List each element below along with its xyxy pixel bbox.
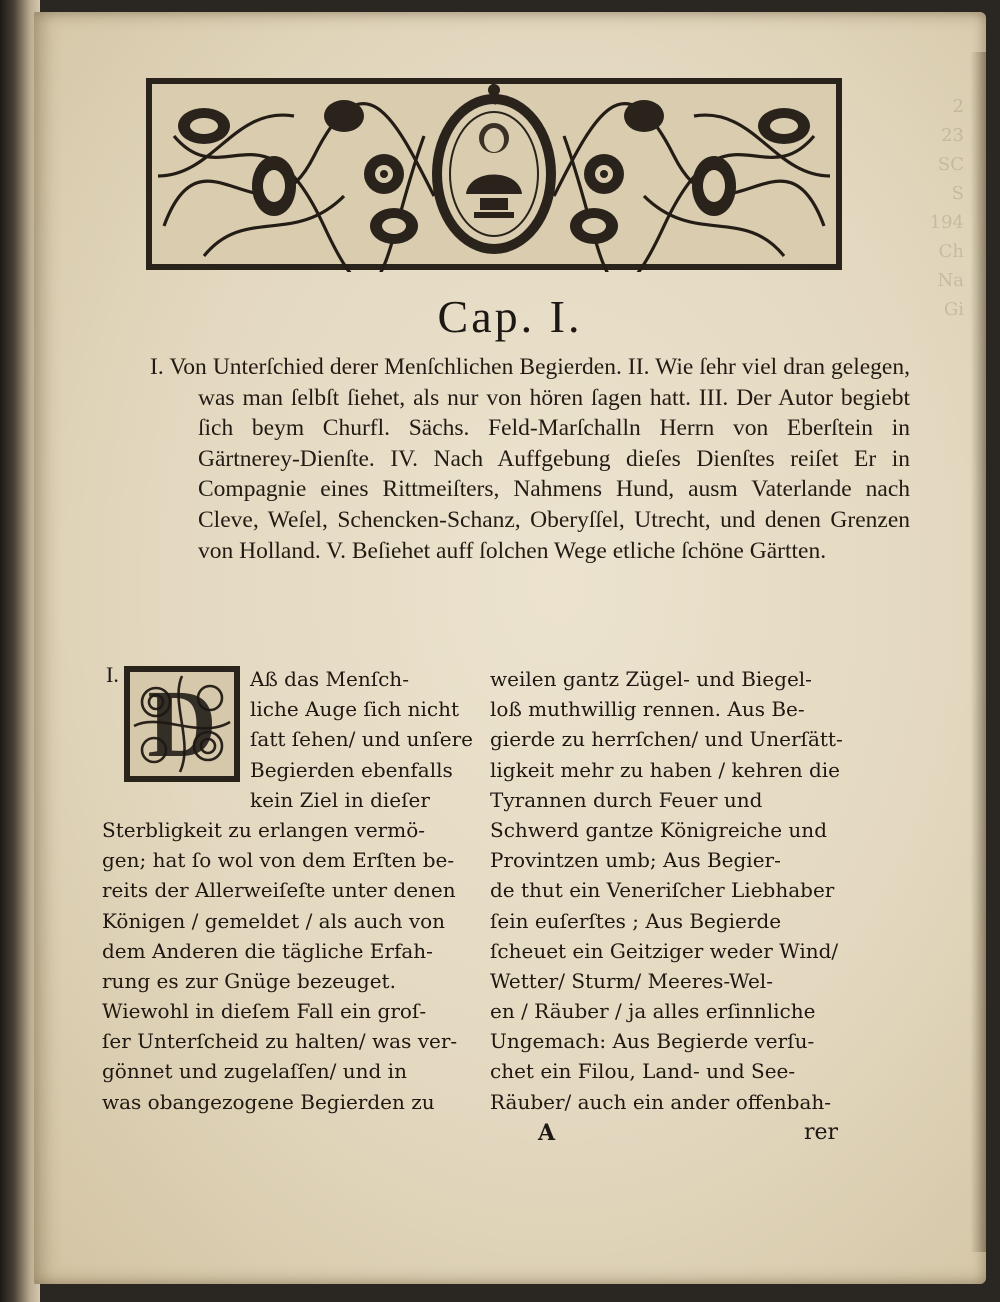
show-through-fragment: 194: [929, 212, 964, 233]
text-line: loß muthwillig rennen. Aus Be-: [490, 697, 805, 722]
show-through-fragment: 23: [941, 125, 964, 146]
book-page: [34, 12, 986, 1284]
woodcut-headpiece-ornament: [144, 76, 844, 272]
text-line: gierde zu herrſchen/ und Unerſätt-: [490, 727, 843, 752]
text-line: ſein euſerſtes ; Aus Begierde: [490, 908, 782, 933]
text-line: Provintzen umb; Aus Begier-: [490, 848, 781, 873]
text-line: Aß das Menſch-: [250, 667, 409, 691]
text-line: dem Anderen die tägliche Erfah-: [102, 938, 433, 963]
text-line: ſatt ſehen/ und unſere: [250, 727, 474, 752]
chapter-title: Cap. I.: [437, 291, 583, 342]
signature-mark: A: [538, 1120, 556, 1146]
text-line: ſer Unterſcheid zu halten/ was ver-: [102, 1029, 458, 1054]
section-number: I.: [106, 662, 119, 687]
body-column-right: [490, 664, 850, 1117]
text-line: Tyrannen durch Feuer und: [490, 787, 763, 812]
text-line: Königen / gemeldet / als auch von: [102, 908, 446, 933]
text-line: Schwerd gantze Königreiche und: [490, 817, 827, 842]
text-line: rung es zur Gnüge bezeuget.: [102, 968, 396, 993]
text-line: de thut ein Veneriſcher Liebhaber: [490, 878, 835, 903]
text-line: Wiewohl in dieſem Fall ein groſ-: [102, 999, 427, 1024]
initial-letter: D: [147, 670, 217, 777]
text-line: was obangezogene Begierden zu: [102, 1089, 435, 1114]
show-through-fragment: Na: [937, 270, 964, 291]
catchword: rer: [804, 1120, 839, 1145]
text-line: Ungemach: Aus Begierde verſu-: [490, 1029, 815, 1054]
text-line: liche Auge ſich nicht: [250, 697, 460, 722]
page-edge-shadow: [970, 52, 986, 1252]
text-line: Räuber/ auch ein ander offenbah-: [490, 1089, 832, 1114]
show-through-fragment: Gi: [943, 299, 964, 320]
text-line: ſcheuet ein Geitziger weder Wind/: [490, 938, 839, 963]
text-line: ligkeit mehr zu haben / kehren die: [490, 757, 840, 782]
body-column-left: [102, 664, 474, 1117]
text-line: gen; hat ſo wol von dem Erſten be-: [102, 848, 455, 873]
text-line: Wetter/ Sturm/ Meeres-Wel-: [490, 968, 773, 993]
show-through-fragment: SC: [937, 154, 964, 175]
text-line: Sterbligkeit zu erlangen vermö-: [102, 817, 425, 842]
text-line: weilen gantz Zügel- und Biegel-: [490, 667, 812, 691]
text-line: Begierden ebenfalls: [250, 757, 453, 782]
show-through-fragment: Ch: [938, 241, 964, 262]
text-line: en / Räuber / ja alles erſinnliche: [490, 999, 816, 1024]
text-line: gönnet und zugelaſſen/ und in: [102, 1059, 407, 1084]
text-line: kein Ziel in dieſer: [250, 787, 430, 812]
show-through-fragment: S: [951, 183, 964, 204]
text-line: reits der Allerweiſeſte unter denen: [102, 878, 456, 903]
show-through-fragment: 2: [952, 96, 964, 117]
chapter-summary: I. Von Unterſchied derer Menſchlichen Begierden. II. Wie ſehr viel dran gelegen, was man ſelbſt ſiehet, als nur von hören ſagen hatt. III. Der Autor begiebt ſich beym Churfl. Sächs. Feld-Marſchalln Herrn von Eberſtein in Gärtnerey-Dienſte. IV. Nach Auffgebung dieſes Dienſtes reiſet Er in Compagnie eines Rittmeiſters, Nahmens Hund, ausm Vaterlande nach Cleve, Weſel, Schencken-Schanz, Oberyſſel, Utrecht, und denen Grenzen von Holland. V. Beſiehet auff ſolchen Wege etliche ſchöne Gärtten.: [150, 354, 910, 564]
text-line: chet ein Filou, Land- und See-: [490, 1059, 796, 1084]
